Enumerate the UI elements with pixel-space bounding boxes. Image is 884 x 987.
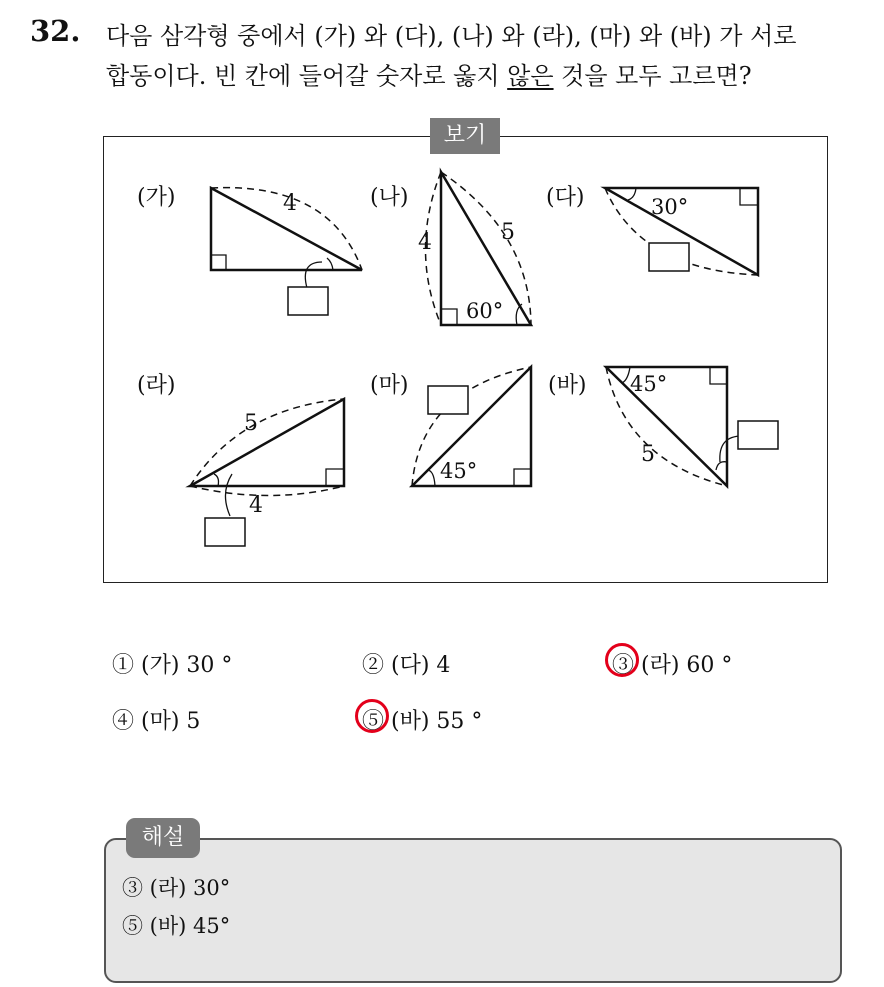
solution-tag: 해설 [126, 818, 200, 858]
solution-line-1: ③ (라) 30° [122, 876, 231, 900]
choice-5-text: (바) 55 ° [391, 709, 483, 734]
example-box-tag: 보기 [430, 118, 500, 154]
angle-arc-ba-bottom [716, 462, 727, 470]
question-line-1: 다음 삼각형 중에서 (가) 와 (다), (나) 와 (라), (마) 와 (바) 가 서로 [106, 22, 797, 50]
angle-label-ma: 45° [440, 459, 478, 483]
answer-circle-5 [355, 699, 389, 733]
angle-arc-ra [214, 474, 219, 486]
blank-box-da [649, 243, 689, 271]
choice-2-number: ② [362, 653, 385, 678]
figure-label-ga: (가) [137, 185, 176, 210]
right-angle-mark-ba [710, 367, 727, 384]
angle-label-na: 60° [466, 299, 504, 323]
figure-label-ba: (바) [548, 373, 587, 398]
question-line-2-end: 것을 모두 고르면? [553, 62, 752, 90]
underlined-word: 않은 [507, 62, 554, 90]
angle-arc-ma [427, 470, 435, 486]
side-label-na-hyp: 5 [501, 220, 515, 245]
angle-arc-ga [327, 258, 333, 270]
triangle-ra [190, 399, 344, 486]
side-label-na-left: 4 [418, 230, 432, 255]
angle-arc-da [628, 188, 636, 200]
figure-label-da: (다) [546, 185, 585, 210]
answer-circle-3 [605, 643, 639, 677]
choice-1[interactable] [112, 648, 232, 679]
right-angle-mark-ma [514, 469, 531, 486]
angle-arc-ba [622, 367, 630, 383]
figure-label-ma: (마) [370, 373, 409, 398]
choice-1-text: (가) 30 ° [141, 653, 233, 678]
angle-label-ba: 45° [630, 372, 668, 396]
choice-1-number: ① [112, 653, 135, 678]
figure-label-na: (나) [370, 185, 409, 210]
side-label-ra-hyp: 5 [244, 411, 258, 436]
pointer-arrow-ra [225, 474, 232, 516]
choice-2[interactable] [362, 648, 450, 679]
question-number: 32. [30, 14, 81, 48]
angle-label-da: 30° [651, 195, 689, 219]
choice-4-text: (마) 5 [141, 709, 201, 734]
choice-4-number: ④ [112, 709, 135, 734]
figure-label-ra: (라) [137, 373, 176, 398]
choice-4[interactable] [112, 704, 200, 735]
blank-box-ma [428, 386, 468, 414]
blank-box-ga [288, 287, 328, 315]
choice-3-text: (라) 60 ° [641, 653, 733, 678]
choice-5-number: ⑤ [362, 709, 385, 734]
choice-3-number: ③ [612, 653, 635, 678]
pointer-arrow-ga [305, 262, 322, 288]
right-angle-mark-da [740, 188, 758, 205]
blank-box-ba [738, 421, 778, 449]
side-label-ra-base: 4 [249, 493, 263, 518]
dashed-arc-ra-bottom [190, 486, 344, 496]
side-label-ga: 4 [283, 191, 297, 216]
question-line-2-start: 합동이다. 빈 칸에 들어갈 숫자로 옳지 [106, 62, 508, 90]
right-angle-mark-ra [326, 469, 344, 486]
blank-box-ra [205, 518, 245, 546]
choice-2-text: (다) 4 [391, 653, 451, 678]
side-label-ba: 5 [641, 442, 655, 467]
right-angle-mark-na [441, 309, 457, 325]
right-angle-mark-ga [211, 255, 226, 270]
solution-line-2: ⑤ (바) 45° [122, 914, 231, 938]
